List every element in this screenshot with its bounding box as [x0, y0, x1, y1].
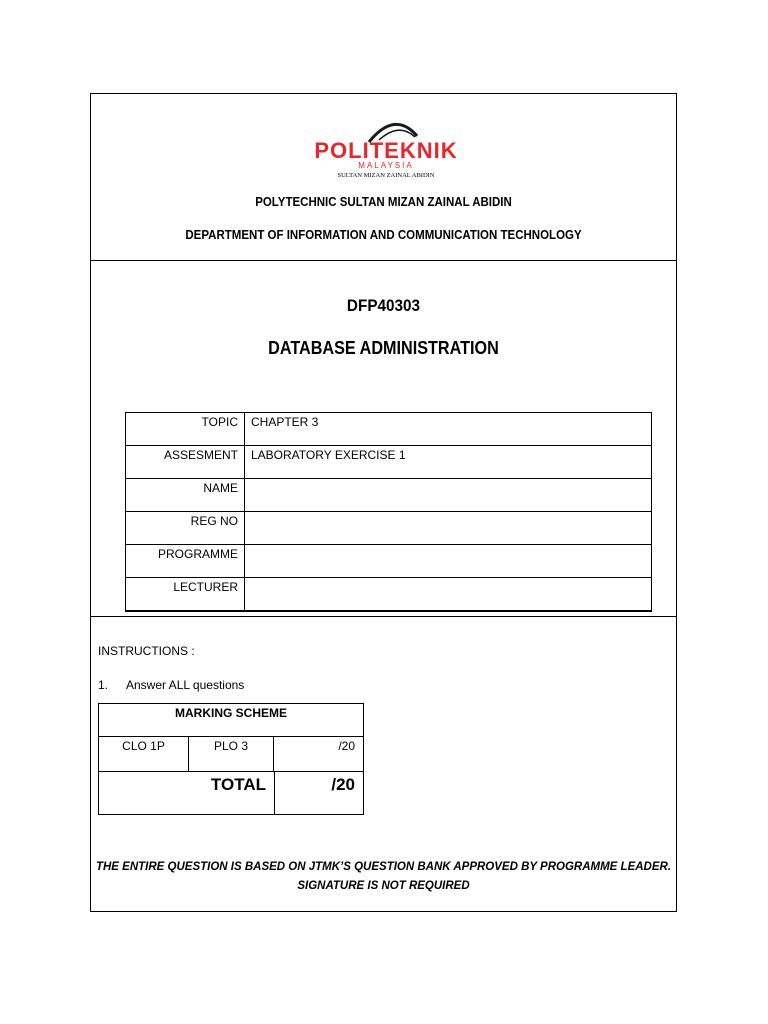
table-row — [126, 413, 652, 446]
marking-scheme-title: MARKING SCHEME — [99, 704, 363, 737]
total-label: TOTAL — [210, 775, 266, 794]
politeknik-logo — [291, 118, 481, 180]
course-name: DATABASE ADMINISTRATION — [268, 338, 499, 358]
mark-cell: /20 — [338, 739, 355, 753]
reg-no-field[interactable] — [245, 512, 652, 545]
note-line-1: THE ENTIRE QUESTION IS BASED ON JTMK’S QUESTION BANK APPROVED BY PROGRAMME LEADER. — [95, 861, 672, 873]
instruction-item — [98, 678, 244, 692]
course-section — [91, 260, 676, 617]
name-label: NAME — [126, 479, 245, 512]
programme-label: PROGRAMME — [126, 545, 245, 578]
table-row — [126, 545, 652, 578]
table-row — [126, 512, 652, 545]
instructions-section — [91, 616, 676, 912]
logo-country: MALAYSIA — [358, 161, 414, 170]
assessment-label: ASSESMENT — [126, 446, 245, 479]
instruction-text: Answer ALL questions — [126, 678, 245, 692]
instructions-title: INSTRUCTIONS : — [98, 644, 195, 658]
question-bank-note — [91, 858, 676, 896]
marking-scheme-table — [98, 703, 364, 815]
department-name: DEPARTMENT OF INFORMATION AND COMMUNICATION TECHNOLOGY — [185, 228, 582, 242]
topic-value: CHAPTER 3 — [245, 413, 652, 446]
table-row — [126, 479, 652, 512]
clo-cell: CLO 1P — [99, 737, 189, 771]
lecturer-label: LECTURER — [126, 578, 245, 611]
name-field[interactable] — [245, 479, 652, 512]
logo-campus: SULTAN MIZAN ZAINAL ABIDIN — [337, 172, 435, 179]
student-info-table — [125, 412, 652, 612]
total-mark: /20 — [274, 771, 363, 815]
instruction-number: 1. — [98, 678, 109, 692]
table-row — [126, 446, 652, 479]
logo-text: POLITEKNIK — [314, 138, 458, 163]
plo-cell: PLO 3 — [189, 737, 274, 771]
assessment-value: LABORATORY EXERCISE 1 — [245, 446, 652, 479]
institution-name: POLYTECHNIC SULTAN MIZAN ZAINAL ABIDIN — [255, 195, 512, 209]
table-row — [126, 578, 652, 611]
course-code: DFP40303 — [346, 296, 421, 315]
topic-label: TOPIC — [126, 413, 245, 446]
lecturer-field[interactable] — [245, 578, 652, 611]
header-section — [91, 94, 676, 261]
cover-page-frame — [90, 93, 677, 912]
programme-field[interactable] — [245, 545, 652, 578]
note-line-2: SIGNATURE IS NOT REQUIRED — [297, 880, 470, 892]
table-row — [99, 737, 363, 772]
reg-no-label: REG NO — [126, 512, 245, 545]
table-row — [99, 771, 363, 815]
